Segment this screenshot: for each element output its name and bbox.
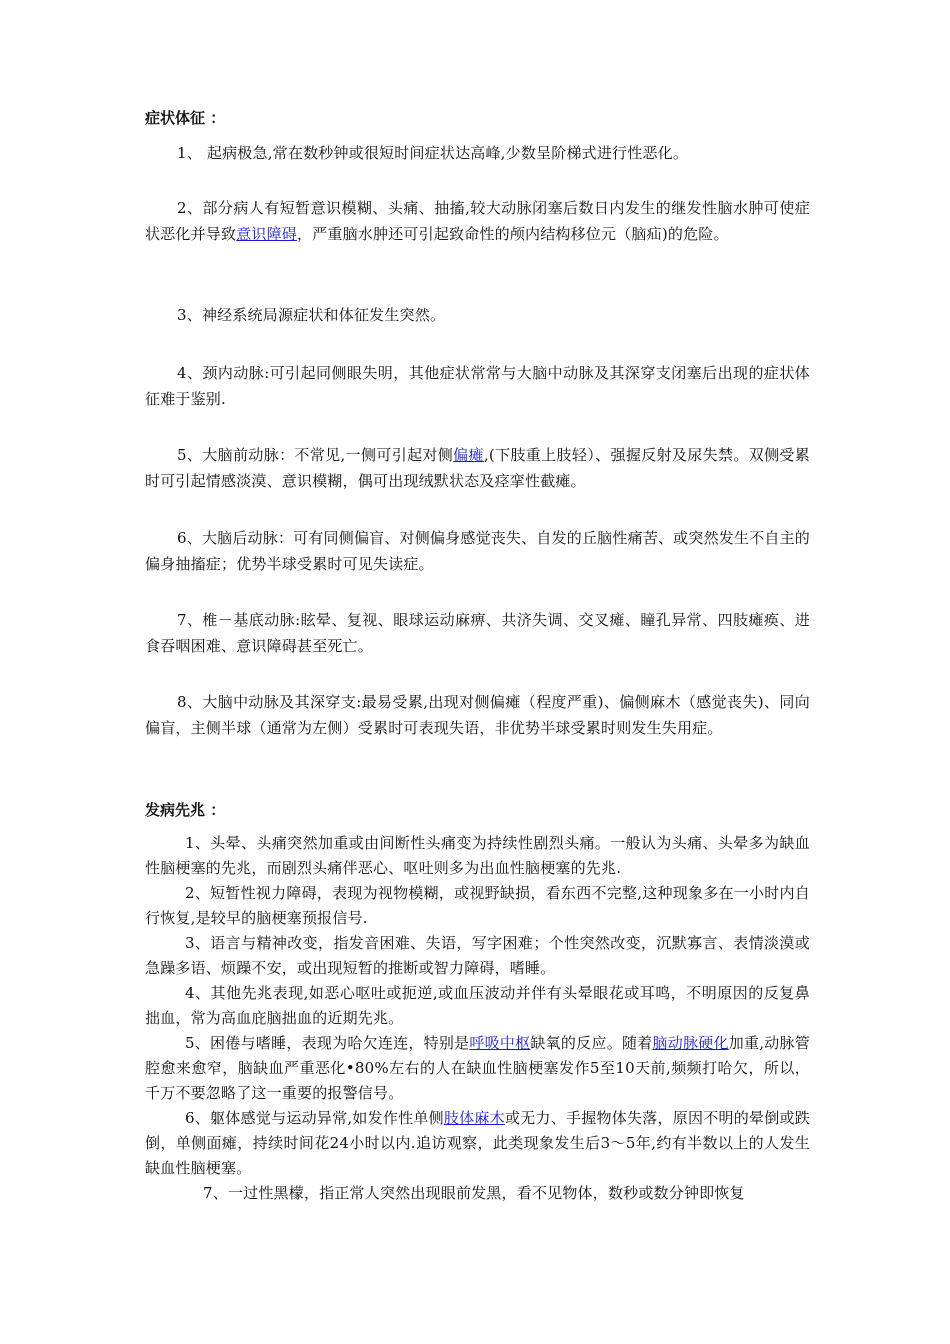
link-consciousness-disorder[interactable]: 意识障碍 bbox=[236, 225, 298, 243]
prodrome-item-1: 1、头晕、头痛突然加重或由间断性头痛变为持续性剧烈头痛。一般认为头痛、头晕多为缺血性脑梗塞的先兆，而剧烈头痛伴恶心、呕吐则多为出血性脑梗塞的先兆. bbox=[145, 834, 810, 877]
symptom-item-2: 2、部分病人有短暂意识模糊、头痛、抽搐,较大动脉闭塞后数日内发生的继发性脑水肿可使症状恶化并导致意识障碍，严重脑水肿还可引起致命性的颅内结构移位元（脑疝)的危险。 bbox=[145, 199, 810, 243]
prodrome-item-4: 4、其他先兆表现,如恶心呕吐或扼逆,或血压波动并伴有头晕眼花或耳鸣，不明原因的反复鼻拙血，常为高血庇脑拙血的近期先兆。 bbox=[145, 984, 810, 1027]
symptom-item-5: 5、大脑前动脉：不常见,一侧可引起对侧偏瘫,(下肢重上肢轻）、强握反射及尿失禁。双侧受累时可引起情感淡漠、意识模糊，偶可出现绒默状态及痉挛性截瘫。 bbox=[145, 446, 810, 490]
symptom-item-1: 1、 起病极急,常在数秒钟或很短时间症状达高峰,少数呈阶梯式进行性恶化。 bbox=[177, 144, 689, 162]
symptom-item-3: 3、神经系统局源症状和体征发生突然。 bbox=[177, 306, 446, 324]
prodrome-heading: 发病先兆 ： bbox=[145, 801, 226, 819]
prodrome-item-3: 3、语言与精神改变，指发音困难、失语，写字困难；个性突然改变，沉默寡言、表情淡漠或急躁多语、烦躁不安，或出现短暂的推断或智力障碍，嗜睡。 bbox=[145, 934, 810, 977]
link-hemiplegia[interactable]: 偏瘫 bbox=[453, 446, 484, 464]
symptom-item-7: 7、椎－基底动脉:眩晕、复视、眼球运动麻痹、共济失调、交叉瘫、瞳孔异常、四肢瘫痪、进食吞咽困难、意识障碍甚至死亡。 bbox=[145, 611, 810, 655]
link-cerebral-arteriosclerosis[interactable]: 脑动脉硬化 bbox=[652, 1034, 729, 1052]
symptom-item-4: 4、颈内动脉:可引起同侧眼失明，其他症状常常与大脑中动脉及其深穿支闭塞后出现的症状体征难于鉴别. bbox=[145, 364, 810, 408]
prodrome-item-2: 2、短暂性视力障碍，表现为视物模糊，或视野缺损，看东西不完整,这种现象多在一小时内自行恢复,是较早的脑梗塞预报信号. bbox=[145, 884, 810, 927]
symptom-item-8: 8、大脑中动脉及其深穿支:最易受累,出现对侧偏瘫（程度严重)、偏侧麻木（感觉丧失)、同向偏盲，主侧半球（通常为左侧）受累时可表现失语，非优势半球受累时则发生失用症。 bbox=[145, 693, 810, 737]
prodrome-item-5: 5、困倦与嗜睡，表现为哈欠连连，特别是呼吸中枢缺氧的反应。随着脑动脉硬化加重,动脉管腔愈来愈窄，脑缺血严重恶化•80%左右的人在缺血性脑梗塞发作5至10天前,频频打哈欠，所以，千万不要忽略了这一重要的报警信号。 bbox=[145, 1034, 810, 1102]
symptom-item-6: 6、大脑后动脉：可有同侧偏盲、对侧偏身感觉丧失、自发的丘脑性痛苦、或突然发生不自主的偏身抽搐症；优势半球受累时可见失读症。 bbox=[145, 529, 810, 573]
prodrome-item-6: 6、躯体感觉与运动异常,如发作性单侧肢体麻木或无力、手握物体失落，原因不明的晕倒或跌倒，单侧面瘫，持续时间花24小时以内.追访观察，此类现象发生后3～5年,约有半数以上的人发生缺血性脑梗塞。 bbox=[145, 1109, 810, 1177]
prodrome-item-7: 7、一过性黑檬，指正常人突然出现眼前发黑，看不见物体，数秒或数分钟即恢复 bbox=[203, 1184, 745, 1202]
link-limb-numbness[interactable]: 肢体麻木 bbox=[443, 1109, 505, 1127]
link-respiratory-center[interactable]: 呼吸中枢 bbox=[469, 1034, 531, 1052]
symptoms-heading: 症状体征 ： bbox=[145, 109, 226, 127]
